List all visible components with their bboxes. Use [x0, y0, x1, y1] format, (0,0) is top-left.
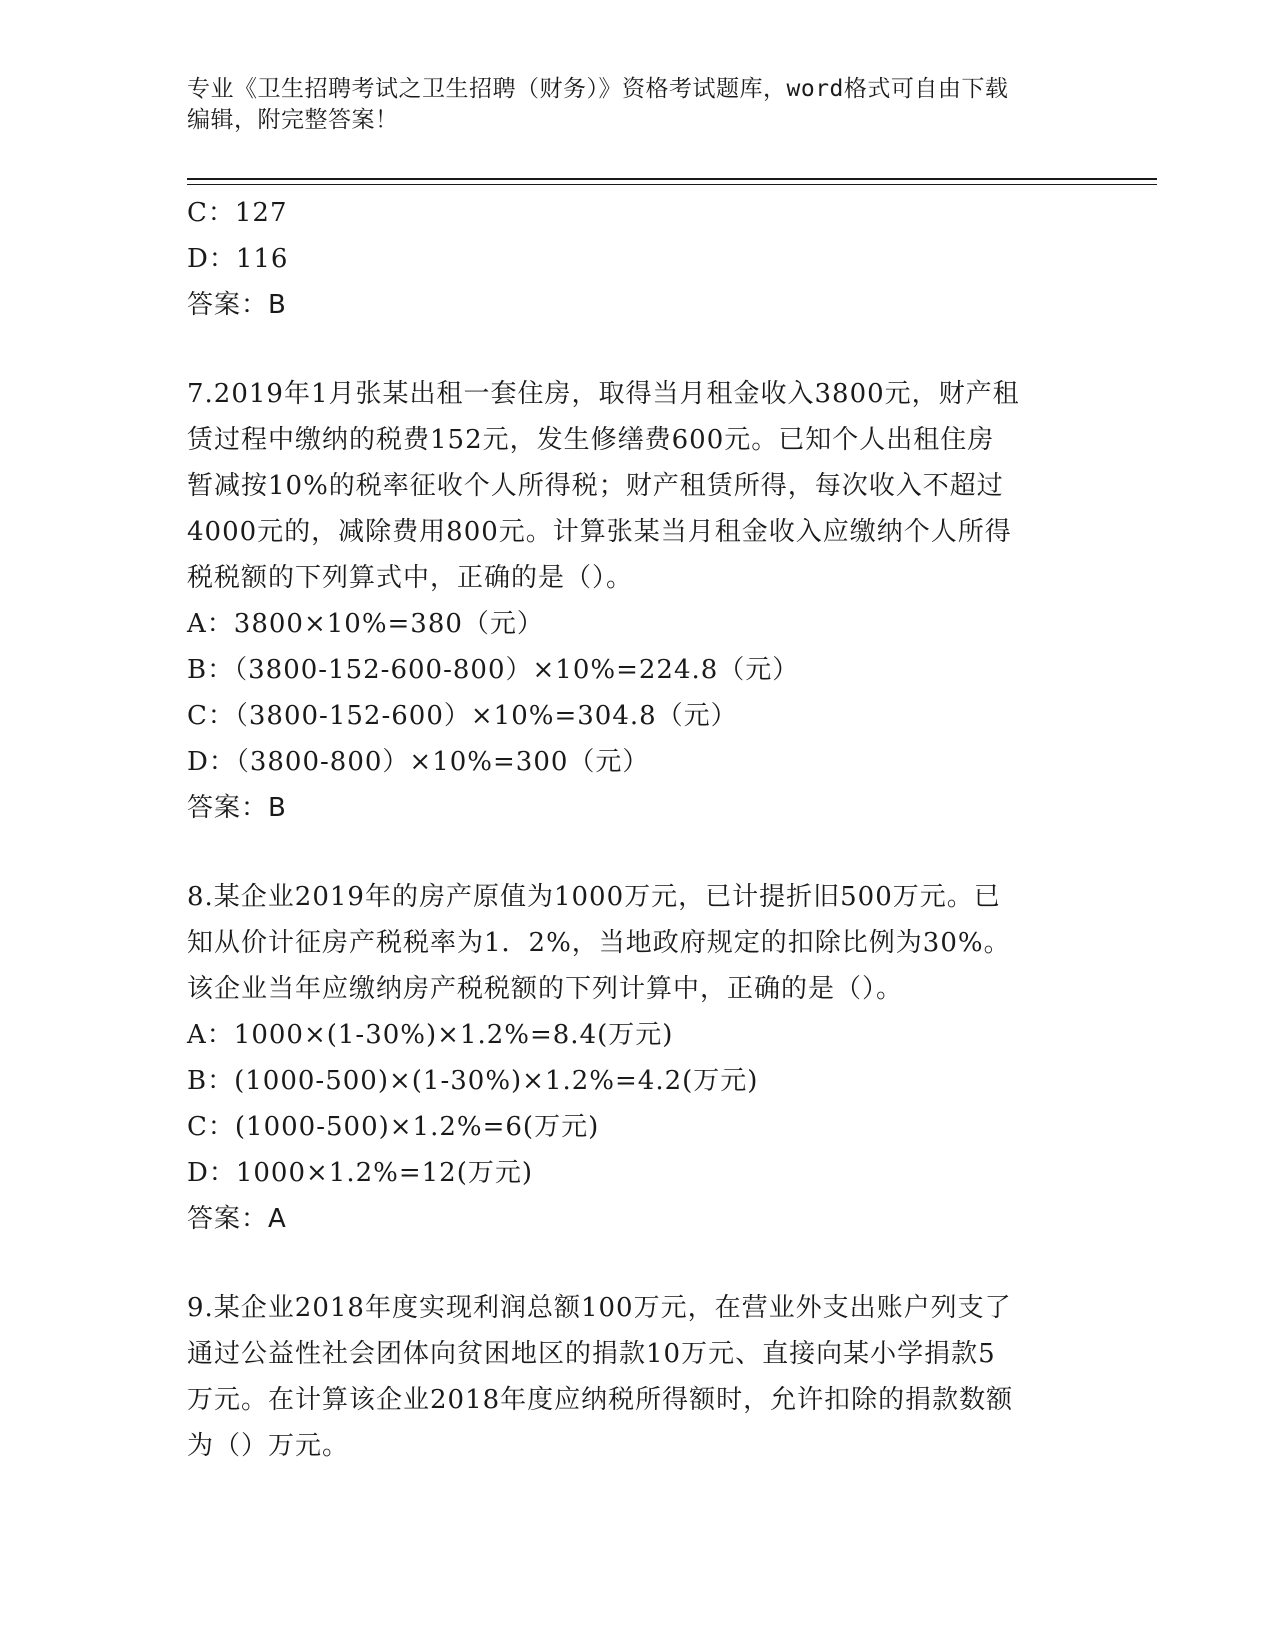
q9-text-line-1: 9.某企业2018年度实现利润总额100万元，在营业外支出账户列支了	[187, 1293, 1012, 1323]
q9-text-line-2: 通过公益性社会团体向贫困地区的捐款10万元、直接向某小学捐款5	[187, 1339, 996, 1369]
question-7	[187, 371, 1087, 831]
header-rule-thick	[187, 178, 1157, 180]
header-line-1: 专业《卫生招聘考试之卫生招聘（财务）》资格考试题库，word格式可自由下载	[187, 76, 1009, 102]
q7-text-line-3: 暂减按10%的税率征收个人所得税；财产租赁所得，每次收入不超过	[187, 471, 1004, 501]
q8-option-d: D：1000×1.2%=12(万元)	[187, 1158, 534, 1188]
page-header	[187, 74, 1087, 136]
q7-option-b: B：（3800-152-600-800）×10%=224.8（元）	[187, 655, 800, 685]
question-8	[187, 874, 1087, 1242]
q7-text-line-5: 税税额的下列算式中，正确的是（）。	[187, 563, 634, 593]
q7-option-a: A：3800×10%=380（元）	[187, 609, 544, 639]
header-rule-thin	[187, 184, 1157, 185]
q9-text-line-4: 为（）万元。	[187, 1431, 350, 1461]
header-line-2: 编辑，附完整答案！	[187, 107, 399, 133]
q7-answer: 答案：B	[187, 793, 287, 823]
q7-option-c: C：（3800-152-600）×10%=304.8（元）	[187, 701, 738, 731]
question-content	[187, 190, 1087, 1469]
prev-option-c: C：127	[187, 198, 288, 228]
q8-text-line-2: 知从价计征房产税税率为1．2%，当地政府规定的扣除比例为30%。	[187, 928, 1011, 958]
q8-answer: 答案：A	[187, 1204, 287, 1234]
q8-option-c: C：(1000-500)×1.2%=6(万元)	[187, 1112, 600, 1142]
q7-option-d: D：（3800-800）×10%=300（元）	[187, 747, 650, 777]
q8-option-a: A：1000×(1-30%)×1.2%=8.4(万元)	[187, 1020, 674, 1050]
q7-text-line-1: 7.2019年1月张某出租一套住房，取得当月租金收入3800元，财产租	[187, 379, 1020, 409]
q7-text-line-4: 4000元的，减除费用800元。计算张某当月租金收入应缴纳个人所得	[187, 517, 1012, 547]
q8-text-line-3: 该企业当年应缴纳房产税税额的下列计算中，正确的是（）。	[187, 974, 904, 1004]
prev-option-d: D：116	[187, 244, 289, 274]
q8-text-line-1: 8.某企业2019年的房产原值为1000万元，已计提折旧500万元。已	[187, 882, 1001, 912]
q8-option-b: B：(1000-500)×(1-30%)×1.2%=4.2(万元)	[187, 1066, 759, 1096]
question-9	[187, 1285, 1087, 1469]
q7-text-line-2: 赁过程中缴纳的税费152元，发生修缮费600元。已知个人出租住房	[187, 425, 995, 455]
prev-answer: 答案：B	[187, 290, 287, 320]
q9-text-line-3: 万元。在计算该企业2018年度应纳税所得额时，允许扣除的捐款数额	[187, 1385, 1014, 1415]
